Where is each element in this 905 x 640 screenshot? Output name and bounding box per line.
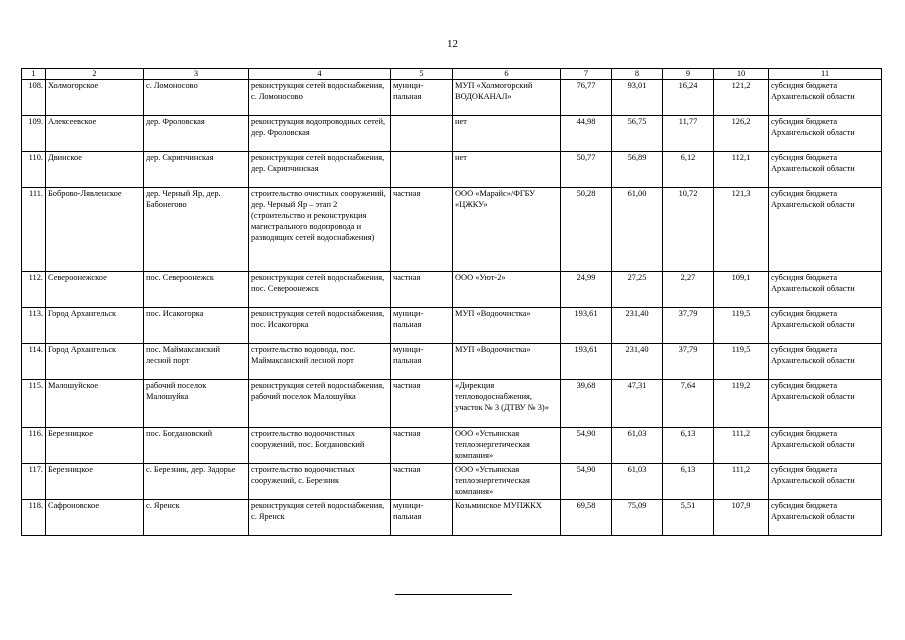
settlement-cell: пос. Богдановский (144, 428, 249, 464)
value-col8-cell: 61,00 (612, 188, 663, 272)
settlement-cell: дер. Черный Яр, дер. Бабонегово (144, 188, 249, 272)
row-number-cell: 113. (22, 308, 46, 344)
funding-source-cell: субсидия бюджета Архангельской области (769, 272, 882, 308)
value-col7-cell: 50,28 (561, 188, 612, 272)
header-cell: 11 (769, 69, 882, 80)
value-col9-cell: 11,77 (663, 116, 714, 152)
funding-source-cell: субсидия бюджета Архангельской области (769, 308, 882, 344)
value-col10-cell: 119,2 (714, 380, 769, 428)
settlement-cell: с. Ломоносово (144, 80, 249, 116)
settlement-cell: дер. Фроловская (144, 116, 249, 152)
project-cell: строительство водоочистных сооружений, с. Березник (249, 464, 391, 500)
project-cell: реконструкция сетей водоснабжения, рабочий поселок Малошуйка (249, 380, 391, 428)
row-number-cell: 110. (22, 152, 46, 188)
value-col9-cell: 6,13 (663, 464, 714, 500)
header-cell: 7 (561, 69, 612, 80)
value-col7-cell: 193,61 (561, 344, 612, 380)
funding-source-cell: субсидия бюджета Архангельской области (769, 428, 882, 464)
funding-source-cell: субсидия бюджета Архангельской области (769, 152, 882, 188)
row-number-cell: 115. (22, 380, 46, 428)
funding-source-cell: субсидия бюджета Архангельской области (769, 344, 882, 380)
value-col10-cell: 107,9 (714, 500, 769, 536)
ownership-cell: частная (391, 272, 453, 308)
municipality-cell: Березницкое (46, 428, 144, 464)
ownership-cell: частная (391, 428, 453, 464)
operator-cell: нет (453, 116, 561, 152)
municipality-cell: Алексеевское (46, 116, 144, 152)
value-col9-cell: 6,13 (663, 428, 714, 464)
ownership-cell: частная (391, 380, 453, 428)
table-row (22, 188, 882, 272)
settlement-cell: с. Яренск (144, 500, 249, 536)
value-col8-cell: 27,25 (612, 272, 663, 308)
table-row (22, 80, 882, 116)
table-row (22, 272, 882, 308)
value-col8-cell: 231,40 (612, 344, 663, 380)
funding-source-cell: субсидия бюджета Архангельской области (769, 80, 882, 116)
settlement-cell: дер. Скрипчинская (144, 152, 249, 188)
value-col7-cell: 54,90 (561, 428, 612, 464)
value-col7-cell: 76,77 (561, 80, 612, 116)
value-col8-cell: 75,09 (612, 500, 663, 536)
operator-cell: «Дирекция тепловодоснабжения, участок № 3 (ДТВУ № 3)» (453, 380, 561, 428)
project-cell: реконструкция водопроводных сетей, дер. Фроловская (249, 116, 391, 152)
value-col9-cell: 10,72 (663, 188, 714, 272)
header-cell: 1 (22, 69, 46, 80)
value-col8-cell: 231,40 (612, 308, 663, 344)
operator-cell: МУП «Водоочистка» (453, 344, 561, 380)
value-col10-cell: 112,1 (714, 152, 769, 188)
municipality-cell: Сафроновское (46, 500, 144, 536)
row-number-cell: 108. (22, 80, 46, 116)
row-number-cell: 111. (22, 188, 46, 272)
settlement-cell: пос. Исакогорка (144, 308, 249, 344)
table-row (22, 152, 882, 188)
value-col10-cell: 121,3 (714, 188, 769, 272)
value-col9-cell: 37,79 (663, 344, 714, 380)
value-col9-cell: 37,79 (663, 308, 714, 344)
ownership-cell: частная (391, 188, 453, 272)
municipality-cell: Березницкое (46, 464, 144, 500)
ownership-cell: муници-пальная (391, 500, 453, 536)
project-cell: строительство водовода, пос. Маймаксанский лесной порт (249, 344, 391, 380)
funding-source-cell: субсидия бюджета Архангельской области (769, 188, 882, 272)
operator-cell: Козьминское МУПЖКХ (453, 500, 561, 536)
project-cell: реконструкция сетей водоснабжения, дер. Скрипчинская (249, 152, 391, 188)
header-cell: 6 (453, 69, 561, 80)
value-col9-cell: 6,12 (663, 152, 714, 188)
operator-cell: ООО «Марайс»/ФГБУ «ЦЖКУ» (453, 188, 561, 272)
municipality-cell: Город Архангельск (46, 344, 144, 380)
value-col7-cell: 69,58 (561, 500, 612, 536)
table-row (22, 344, 882, 380)
ownership-cell (391, 116, 453, 152)
value-col7-cell: 193,61 (561, 308, 612, 344)
ownership-cell (391, 152, 453, 188)
operator-cell: МУП «Холмогорский ВОДОКАНАЛ» (453, 80, 561, 116)
page-number: 12 (447, 38, 458, 50)
funding-source-cell: субсидия бюджета Архангельской области (769, 380, 882, 428)
ownership-cell: муници-пальная (391, 80, 453, 116)
ownership-cell: муници-пальная (391, 308, 453, 344)
header-cell: 8 (612, 69, 663, 80)
value-col9-cell: 2,27 (663, 272, 714, 308)
funding-source-cell: субсидия бюджета Архангельской области (769, 116, 882, 152)
project-cell: реконструкция сетей водоснабжения, пос. Североонежск (249, 272, 391, 308)
table-row (22, 380, 882, 428)
value-col9-cell: 7,64 (663, 380, 714, 428)
value-col8-cell: 93,01 (612, 80, 663, 116)
project-cell: реконструкция сетей водоснабжения, с. Ломоносово (249, 80, 391, 116)
value-col9-cell: 16,24 (663, 80, 714, 116)
value-col10-cell: 109,1 (714, 272, 769, 308)
table-row (22, 428, 882, 464)
project-cell: строительство водоочистных сооружений, пос. Богдановский (249, 428, 391, 464)
settlement-cell: пос. Североонежск (144, 272, 249, 308)
row-number-cell: 118. (22, 500, 46, 536)
header-cell: 2 (46, 69, 144, 80)
header-cell: 5 (391, 69, 453, 80)
funding-source-cell: субсидия бюджета Архангельской области (769, 464, 882, 500)
value-col8-cell: 47,31 (612, 380, 663, 428)
table-body (22, 69, 882, 536)
operator-cell: ООО «Устьянская теплоэнергетическая компания» (453, 428, 561, 464)
operator-cell: ООО «Устьянская теплоэнергетическая компания» (453, 464, 561, 500)
value-col9-cell: 5,51 (663, 500, 714, 536)
municipality-cell: Двинское (46, 152, 144, 188)
row-number-cell: 116. (22, 428, 46, 464)
table-row (22, 116, 882, 152)
row-number-cell: 112. (22, 272, 46, 308)
value-col8-cell: 61,03 (612, 464, 663, 500)
municipality-cell: Холмогорское (46, 80, 144, 116)
value-col7-cell: 50,77 (561, 152, 612, 188)
table-row (22, 308, 882, 344)
funding-source-cell: субсидия бюджета Архангельской области (769, 500, 882, 536)
value-col8-cell: 56,89 (612, 152, 663, 188)
header-cell: 10 (714, 69, 769, 80)
row-number-cell: 114. (22, 344, 46, 380)
municipality-cell: Боброво-Лявленское (46, 188, 144, 272)
value-col8-cell: 56,75 (612, 116, 663, 152)
value-col10-cell: 119,5 (714, 344, 769, 380)
municipality-cell: Малошуйское (46, 380, 144, 428)
ownership-cell: частная (391, 464, 453, 500)
project-cell: реконструкция сетей водоснабжения, пос. Исакогорка (249, 308, 391, 344)
operator-cell: нет (453, 152, 561, 188)
value-col7-cell: 54,90 (561, 464, 612, 500)
project-cell: строительство очистных сооружений, дер. Черный Яр – этап 2 (строительство и реконструкция магистрального водопровода и разводящих сетей водоснабжения) (249, 188, 391, 272)
ownership-cell: муници-пальная (391, 344, 453, 380)
header-cell: 3 (144, 69, 249, 80)
table-row (22, 464, 882, 500)
settlement-cell: пос. Маймаксанский лесной порт (144, 344, 249, 380)
project-cell: реконструкция сетей водоснабжения, с. Яренск (249, 500, 391, 536)
settlement-cell: с. Березник, дер. Задорье (144, 464, 249, 500)
value-col7-cell: 44,98 (561, 116, 612, 152)
footer-divider (395, 594, 512, 595)
value-col10-cell: 111,2 (714, 464, 769, 500)
municipality-cell: Город Архангельск (46, 308, 144, 344)
value-col7-cell: 24,99 (561, 272, 612, 308)
table-row (22, 500, 882, 536)
row-number-cell: 109. (22, 116, 46, 152)
value-col10-cell: 121,2 (714, 80, 769, 116)
header-cell: 4 (249, 69, 391, 80)
data-table (21, 68, 882, 536)
value-col8-cell: 61,03 (612, 428, 663, 464)
value-col10-cell: 111,2 (714, 428, 769, 464)
header-row (22, 69, 882, 80)
operator-cell: ООО «Уют-2» (453, 272, 561, 308)
operator-cell: МУП «Водоочистка» (453, 308, 561, 344)
value-col10-cell: 119,5 (714, 308, 769, 344)
settlement-cell: рабочий поселок Малошуйка (144, 380, 249, 428)
value-col7-cell: 39,68 (561, 380, 612, 428)
header-cell: 9 (663, 69, 714, 80)
municipality-cell: Североонежское (46, 272, 144, 308)
row-number-cell: 117. (22, 464, 46, 500)
value-col10-cell: 126,2 (714, 116, 769, 152)
